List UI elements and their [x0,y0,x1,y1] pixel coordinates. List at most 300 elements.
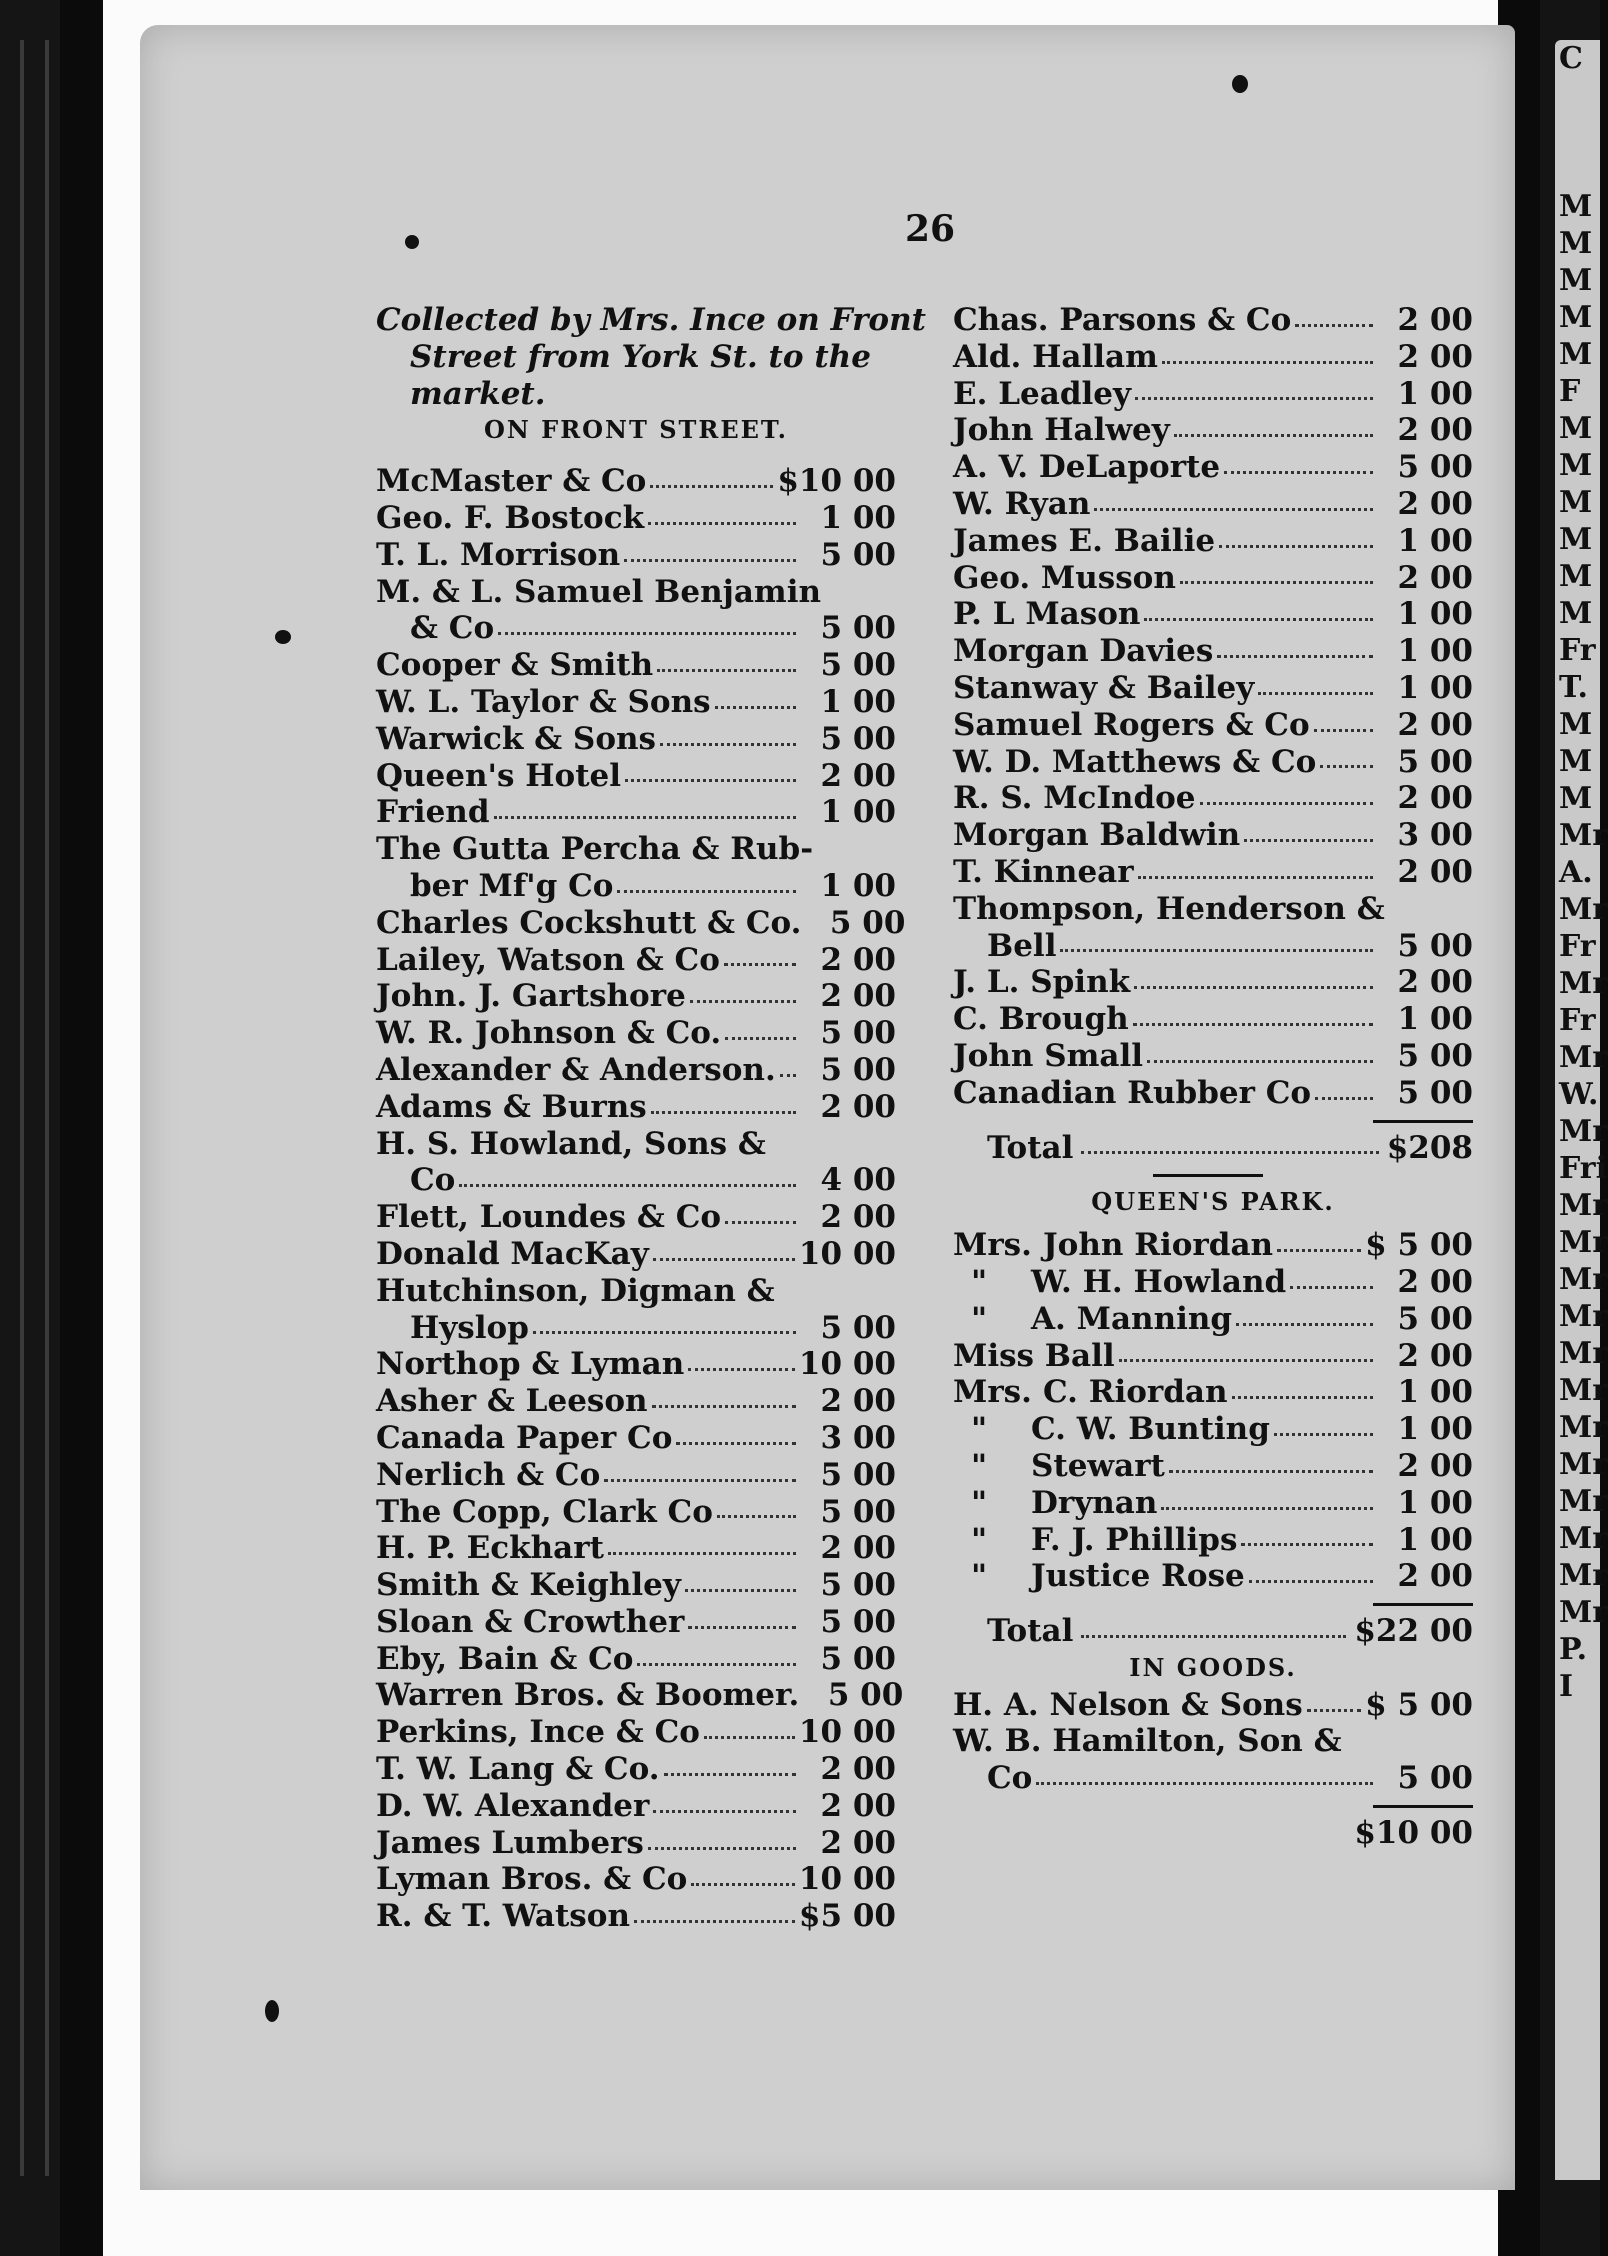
next-page-fragment [1555,114,1600,151]
entry-row [953,523,1473,560]
entry-prefix: " [971,1411,988,1448]
leader-dots [780,1074,796,1077]
leader-dots [676,1442,796,1445]
entry-row [953,412,1473,449]
entry-name: C. Brough [953,1001,1129,1038]
entry-amount: 5 00 [820,1493,896,1530]
entry-amount: 5 00 [820,1603,896,1640]
entry-amount: 5 00 [820,610,896,647]
entry-row [376,1199,896,1236]
next-page-fragment: Mr [1559,1114,1608,1149]
entry-row [376,1494,896,1531]
next-page-fragment: Mr [1559,1225,1608,1260]
entry-row [376,1751,896,1788]
leader-dots [1274,1433,1373,1436]
entry-name: D. W. Alexander [376,1787,650,1824]
entry-row [953,780,1473,817]
entry-name: Chas. Parsons & Co [953,302,1292,338]
next-page-fragment: M [1559,337,1593,372]
leader-dots [1161,1507,1373,1510]
entry-name: John Halwey [953,412,1170,449]
leader-dots [608,1552,796,1555]
entry-amount: 5 00 [829,904,906,941]
entry-amount: 5 00 [820,1309,896,1346]
goods-total-amount: $10 00 [1354,1815,1473,1852]
entry-row [953,1075,1473,1112]
entry-amount: 5 00 [1397,1760,1473,1797]
entry-name: T. W. Lang & Co. [376,1751,660,1788]
next-page-fragment: M [1559,707,1593,742]
entry-row [953,1411,1473,1448]
next-page-fragment: M [1559,411,1593,446]
leader-dots [650,485,773,488]
entry-name: The Copp, Clark Co [376,1493,713,1530]
entry-prefix: " [971,1447,988,1484]
leader-dots [648,522,796,525]
entry-row [953,1001,1473,1038]
entry-name: McMaster & Co [376,463,647,500]
section-heading-queens-park: QUEEN'S PARK. [1091,1187,1335,1217]
total-amount: $22 00 [1354,1613,1473,1650]
entry-amount: $ 5 00 [1365,1686,1473,1723]
total-rule [953,1797,1473,1815]
entry-amount: 5 00 [1397,927,1473,964]
next-page-fragment: Mr [1559,1447,1608,1482]
leader-dots [653,1810,796,1813]
entry-name: Morgan Baldwin [953,817,1241,854]
entry-row [953,596,1473,633]
entry-amount: 2 00 [1397,1447,1473,1484]
leader-dots [1224,471,1373,474]
spine-edge-line [45,40,49,2176]
entry-row [376,463,896,500]
entry-row [376,1310,896,1347]
next-page-fragment: Mr [1559,1484,1608,1519]
entry-row [376,1015,896,1052]
entry-amount: 1 00 [1397,633,1473,670]
entry-row [376,1162,896,1199]
entry-amount: 5 00 [1397,449,1473,486]
total-rule [953,1112,1473,1130]
leader-dots [494,816,796,819]
entry-row [953,707,1473,744]
entry-row [953,670,1473,707]
entry-row [376,1898,896,1935]
entry-row [376,1236,896,1273]
entry-amount: $5 00 [798,1898,896,1935]
entry-name: Perkins, Ince & Co [376,1714,700,1751]
leader-dots [725,1221,796,1224]
leader-dots [724,963,796,966]
leader-dots [1320,765,1373,768]
entry-amount: 10 00 [798,1346,896,1383]
entry-amount: 5 00 [1397,743,1473,780]
leader-dots [625,779,796,782]
entry-amount: 1 00 [1397,522,1473,559]
next-page-fragment: Mr [1559,1040,1608,1075]
next-page-fragment: Mr [1559,966,1608,1001]
entry-name: John Riordan [1043,1227,1274,1264]
next-page-fragment [1555,77,1600,114]
entry-name: M. & L. Samuel Benjamin [376,573,822,610]
entry-row [953,1374,1473,1411]
next-page-fragment: Mr [1559,1558,1608,1593]
entry-amount: $10 00 [777,463,896,500]
next-page-fragment: Mr [1559,1373,1608,1408]
next-page-fragment: Fr [1559,1003,1596,1038]
entry-amount: 2 00 [1397,1558,1473,1595]
entry-prefix: " [971,1521,988,1558]
entry-name: W. D. Matthews & Co [953,743,1317,780]
leader-dots [1180,581,1373,584]
entry-name: Nerlich & Co [376,1456,601,1493]
entry-name: & Co [410,610,495,647]
leader-dots [1217,655,1373,658]
entry-row [953,928,1473,965]
entry-amount: 1 00 [1397,1374,1473,1411]
entry-name: Asher & Leeson [376,1383,648,1420]
entry-name: W. L. Taylor & Sons [376,683,711,720]
entry-name: The Gutta Percha & Rub- [376,831,814,868]
entry-row [376,1825,896,1862]
entry-row [376,1089,896,1126]
leader-dots [1295,324,1373,327]
next-page-fragment [1555,151,1600,188]
leader-dots [685,1589,796,1592]
leader-dots [617,890,796,893]
next-page-fragment: M [1559,226,1593,261]
leader-dots [690,1000,796,1003]
entry-name: Morgan Davies [953,633,1214,670]
next-page-fragment: M [1559,781,1593,816]
leader-dots [1060,949,1373,952]
entry-row [376,1052,896,1089]
leader-dots [1290,1286,1373,1289]
entry-name: Canadian Rubber Co [953,1074,1312,1111]
total-row [953,1613,1473,1650]
entry-row [376,684,896,721]
entry-name: Northop & Lyman [376,1346,685,1383]
entry-row [953,376,1473,413]
entry-amount: 2 00 [1397,412,1473,449]
entry-name: Eby, Bain & Co [376,1640,634,1677]
book-spine [0,0,60,2256]
entry-name: W. R. Johnson & Co. [376,1015,722,1052]
entry-name: Miss Ball [953,1337,1115,1374]
entry-name: Warwick & Sons [376,720,656,757]
entry-name: ber Mf'g Co [410,867,614,904]
next-page-fragment: T. [1559,670,1588,705]
entry-name: F. J. Phillips [1031,1521,1238,1558]
ink-speck [1232,75,1248,93]
entry-name: Queen's Hotel [376,757,622,794]
entry-row [376,1346,896,1383]
entry-row [376,1420,896,1457]
entry-name: Thompson, Henderson & [953,890,1385,927]
leader-dots [1144,618,1373,621]
entry-amount: 2 00 [820,941,896,978]
entry-name: T. Kinnear [953,853,1134,890]
leader-dots [704,1736,795,1739]
leader-dots [1277,1249,1361,1252]
entry-amount: 1 00 [1397,1411,1473,1448]
next-page-fragment: M [1559,744,1593,779]
leader-dots [533,1331,796,1334]
entry-amount: 5 00 [820,1456,896,1493]
ink-speck [275,630,291,644]
ink-speck [405,235,419,249]
leader-dots [691,1883,795,1886]
leader-dots [1241,1543,1373,1546]
entry-row [376,1861,896,1898]
leader-dots [1174,434,1373,437]
entry-name: Geo. Musson [953,559,1176,596]
entry-prefix: " [971,1263,988,1300]
entry-name: R. & T. Watson [376,1898,630,1935]
entry-row [953,1558,1473,1595]
entry-row [376,1604,896,1641]
entry-amount: 1 00 [820,794,896,831]
entry-amount: $ 5 00 [1365,1227,1473,1264]
entry-row [953,1448,1473,1485]
entry-name: Friend [376,794,490,831]
section-rule [953,1166,1473,1184]
entry-name: Co [410,1162,456,1199]
entry-row [376,942,896,979]
entry-row [376,904,906,942]
entry-prefix: Mrs. [953,1227,1032,1264]
entry-name: R. S. McIndoe [953,780,1196,817]
next-page-fragment: M [1559,448,1593,483]
next-page-fragment: Mr [1559,1410,1608,1445]
entry-row [953,560,1473,597]
total-row [953,1130,1473,1167]
entry-amount: 2 00 [820,1530,896,1567]
total-label: Total [987,1129,1074,1166]
entry-row [953,486,1473,523]
entry-row [376,868,896,905]
next-page-fragment: Mr [1559,1188,1608,1223]
next-page-fragment: Mr [1559,892,1608,927]
intro-line: Street from York St. to the [410,338,871,375]
entry-amount: 5 00 [1397,1037,1473,1074]
leader-dots [1138,876,1373,879]
entry-row [953,302,1473,339]
page-number: 26 [905,208,956,250]
entry-name: Donald MacKay [376,1235,649,1272]
entry-name: James Lumbers [376,1824,644,1861]
entry-amount: 5 00 [820,536,896,573]
entry-amount: 2 00 [820,1088,896,1125]
entry-amount: 3 00 [820,1419,896,1456]
intro-line: market. [410,375,546,412]
leader-dots [688,1368,795,1371]
entry-amount: 5 00 [827,1677,904,1714]
entry-row [953,339,1473,376]
next-page-fragment: Mr [1559,1299,1608,1334]
next-page-fragment: M [1559,300,1593,335]
entry-amount: 10 00 [798,1714,896,1751]
entry-row [376,831,896,868]
leader-dots [1244,839,1373,842]
entry-amount: 2 00 [820,1383,896,1420]
entry-amount: 1 00 [1397,669,1473,706]
entry-row [376,1126,896,1163]
entry-amount: 2 00 [1397,302,1473,338]
entry-row [953,1687,1473,1724]
entry-amount: 5 00 [820,1051,896,1088]
entry-row [376,978,896,1015]
next-page-fragment: Mr [1559,1595,1608,1630]
entry-name: Cooper & Smith [376,647,654,684]
entry-row [376,1567,896,1604]
entry-row [376,1457,896,1494]
next-page-fragment: Fr [1559,929,1596,964]
next-page-fragment: Mr [1559,818,1608,853]
entry-row [953,1038,1473,1075]
entry-amount: 5 00 [1397,1300,1473,1337]
goods-total-row [953,1815,1473,1852]
leader-dots [648,1847,796,1850]
entry-row [376,1677,904,1714]
next-page-fragment: Mr [1559,1521,1608,1556]
entry-name: Flett, Loundes & Co [376,1199,722,1236]
entry-name: A. V. DeLaporte [953,449,1221,486]
entry-amount: 1 00 [1397,375,1473,412]
entry-amount: 5 00 [820,1015,896,1052]
entry-row [953,1301,1473,1338]
next-page-fragment: F [1559,374,1581,409]
entry-amount: 4 00 [820,1162,896,1199]
leader-dots [1200,802,1373,805]
entry-name: James E. Bailie [953,522,1216,559]
entry-amount: 2 00 [1397,559,1473,596]
queens-park-list [953,1227,1473,1595]
entry-amount: 10 00 [798,1861,896,1898]
entry-name: Canada Paper Co [376,1419,673,1456]
entry-name: John Small [953,1037,1144,1074]
entry-amount: 1 00 [1397,1521,1473,1558]
in-goods-list [953,1687,1473,1797]
entry-amount: 2 00 [820,1199,896,1236]
entry-row [953,1264,1473,1301]
leader-dots [1236,1323,1373,1326]
entry-name: Samuel Rogers & Co [953,706,1310,743]
entry-amount: 3 00 [1397,817,1473,854]
entry-name: W. H. Howland [1031,1263,1287,1300]
entry-name: A. Manning [1031,1300,1233,1337]
leader-dots [1147,1060,1373,1063]
entry-name: H. S. Howland, Sons & [376,1125,766,1162]
entry-name: Lailey, Watson & Co [376,941,720,978]
next-page-fragment: Fr [1559,633,1596,668]
entry-row [376,500,896,537]
entry-amount: 2 00 [820,978,896,1015]
entry-amount: 5 00 [820,720,896,757]
next-page-fragment: M [1559,596,1593,631]
next-page-fragment: M [1559,522,1593,557]
left-column [376,302,926,1935]
entry-row [376,1383,896,1420]
spine-edge-line [20,40,24,2176]
next-page-fragment: M [1559,263,1593,298]
entry-amount: 10 00 [798,1235,896,1272]
entry-name: Drynan [1031,1484,1158,1521]
entry-name: Geo. F. Bostock [376,499,645,536]
continued-list [953,302,1473,1112]
entry-amount: 2 00 [1397,338,1473,375]
entry-prefix: " [971,1300,988,1337]
entry-name: Adams & Burns [376,1088,647,1125]
entry-name: J. L. Spink [953,964,1131,1001]
entry-row [376,1530,896,1567]
leader-dots [1249,1580,1373,1583]
entry-prefix: " [971,1558,988,1595]
leader-dots [715,706,796,709]
total-rule [953,1595,1473,1613]
total-label: Total [987,1613,1074,1650]
leader-dots [1094,508,1373,511]
entry-name: Warren Bros. & Boomer. [376,1677,800,1714]
entry-row [376,647,896,684]
total-amount: $208 [1386,1129,1473,1166]
entry-name: Ald. Hallam [953,338,1158,375]
entry-amount: 1 00 [820,499,896,536]
section-heading-front-street: ON FRONT STREET. [483,415,789,445]
entry-row [953,633,1473,670]
leader-dots [1162,361,1373,364]
entry-name: John. J. Gartshore [376,978,686,1015]
entry-prefix: Mrs. [953,1374,1032,1411]
leader-dots [1134,986,1373,989]
entry-name: H. A. Nelson & Sons [953,1686,1303,1723]
front-street-list [376,463,906,1935]
entry-name: Co [987,1760,1033,1797]
leader-dots [1135,397,1373,400]
leader-dots [651,1111,796,1114]
entry-amount: 2 00 [820,1787,896,1824]
next-page-fragment: Mr [1559,1262,1608,1297]
right-column [953,302,1473,1852]
entry-amount: 2 00 [1397,853,1473,890]
entry-prefix: " [971,1484,988,1521]
leader-dots [652,1405,796,1408]
entry-amount: 5 00 [820,647,896,684]
leader-dots [1219,545,1373,548]
entry-row [953,1227,1473,1264]
entry-row [376,610,896,647]
entry-row [376,721,896,758]
entry-amount: 2 00 [1397,964,1473,1001]
entry-name: C. W. Bunting [1031,1411,1270,1448]
entry-amount: 5 00 [820,1640,896,1677]
entry-name: E. Leadley [953,375,1132,412]
leader-dots [459,1184,796,1187]
entry-name: Charles Cockshutt & Co. [376,904,802,941]
entry-row [376,1788,896,1825]
entry-row [376,574,896,611]
entry-row [953,891,1473,928]
entry-row [376,1273,896,1310]
leader-dots [624,559,796,562]
entry-row [953,817,1473,854]
entry-name: T. L. Morrison [376,536,621,573]
entry-name: Sloan & Crowther [376,1603,685,1640]
entry-name: W. B. Hamilton, Son & [953,1723,1342,1760]
leader-dots [657,669,796,672]
entry-name: Justice Rose [1031,1558,1245,1595]
entry-name: Lyman Bros. & Co [376,1861,688,1898]
